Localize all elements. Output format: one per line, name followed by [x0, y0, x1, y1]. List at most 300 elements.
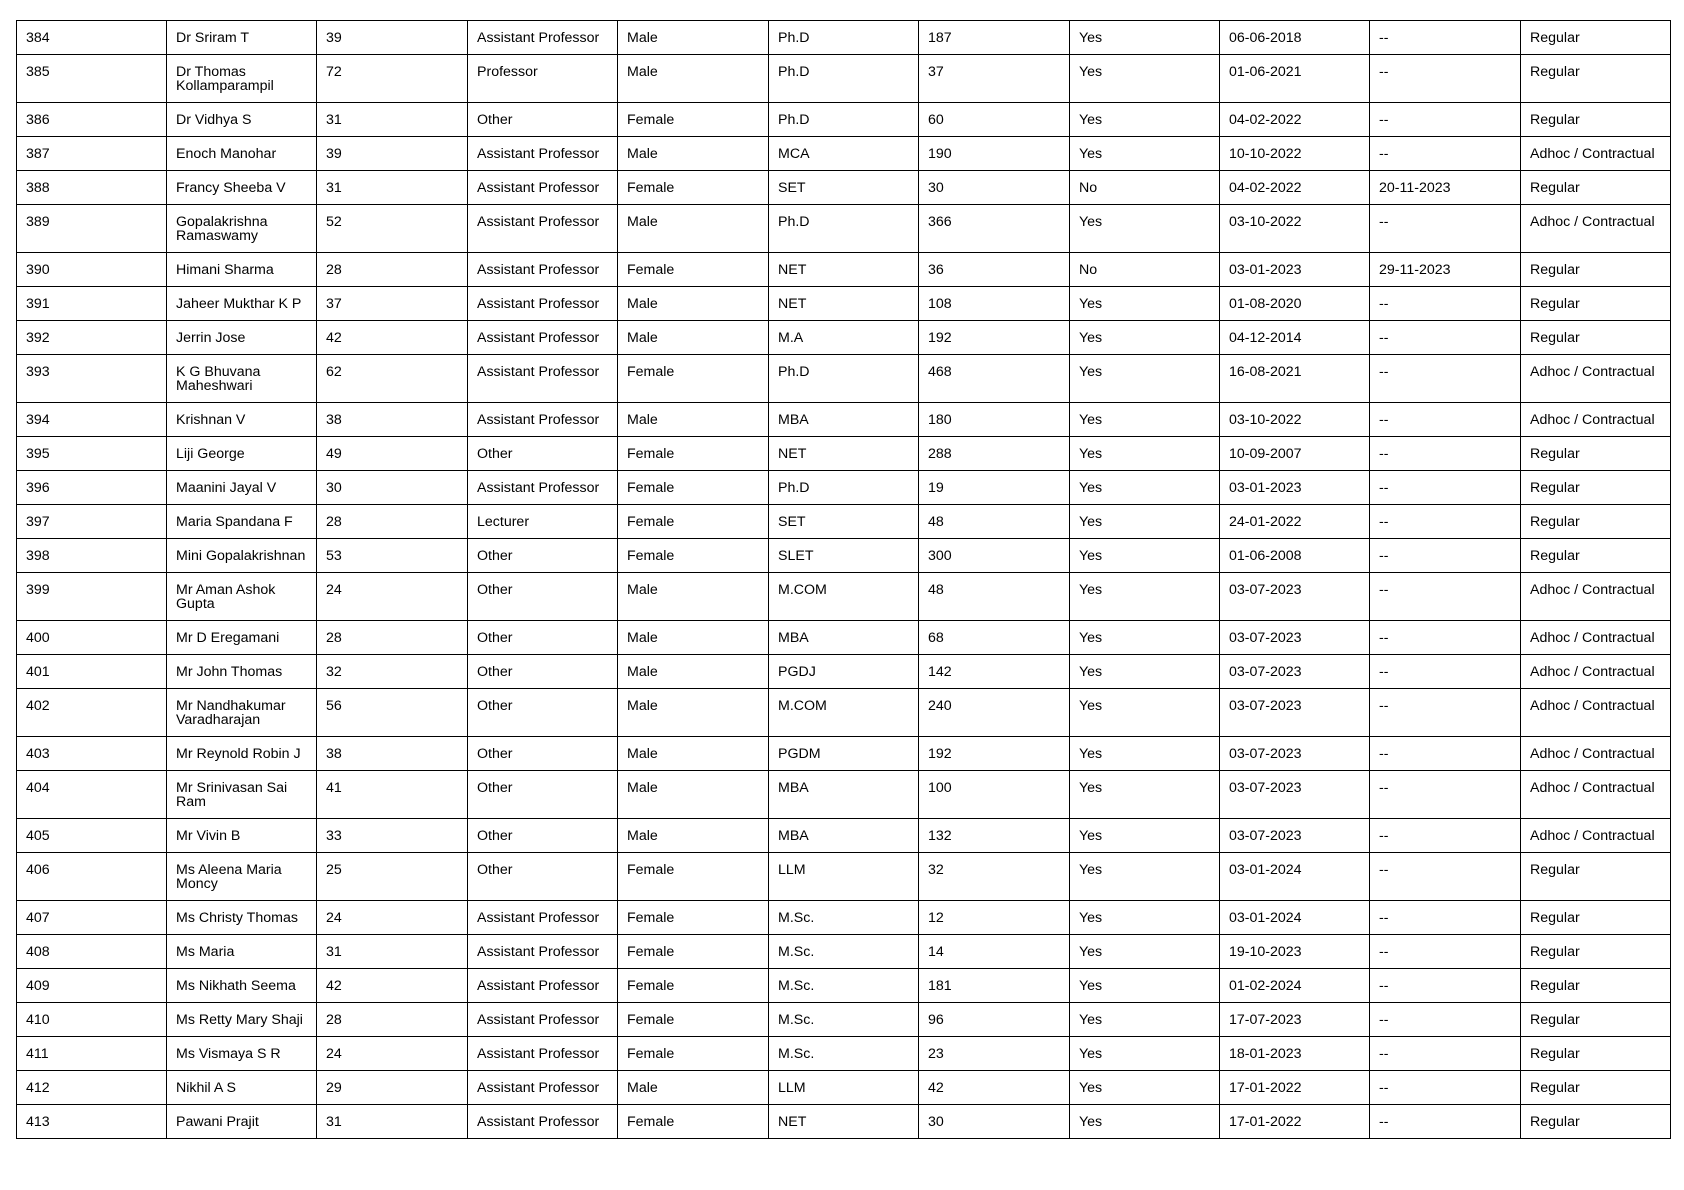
table-row [17, 321, 1671, 355]
qualification-cell: Ph.D [769, 21, 919, 55]
age-cell: 31 [317, 1105, 468, 1139]
leaving-date-cell: -- [1370, 737, 1521, 771]
gender-cell: Male [618, 287, 769, 321]
gender-cell: Female [618, 471, 769, 505]
age-cell: 32 [317, 655, 468, 689]
gender-cell: Male [618, 55, 769, 103]
nature-cell: Regular [1521, 321, 1671, 355]
status-cell: Yes [1070, 1037, 1220, 1071]
age-cell: 31 [317, 171, 468, 205]
table-row [17, 1003, 1671, 1037]
leaving-date-cell: -- [1370, 21, 1521, 55]
experience-cell: 300 [919, 539, 1070, 573]
joining-date-cell: 10-10-2022 [1220, 137, 1370, 171]
joining-date-cell: 01-02-2024 [1220, 969, 1370, 1003]
qualification-cell: M.Sc. [769, 1003, 919, 1037]
name-cell: Mr John Thomas [167, 655, 317, 689]
name-cell: Pawani Prajit [167, 1105, 317, 1139]
joining-date-cell: 01-06-2008 [1220, 539, 1370, 573]
joining-date-cell: 03-07-2023 [1220, 819, 1370, 853]
name-cell: Mr Srinivasan Sai Ram [167, 771, 317, 819]
nature-cell: Adhoc / Contractual [1521, 655, 1671, 689]
age-cell: 24 [317, 1037, 468, 1071]
joining-date-cell: 06-06-2018 [1220, 21, 1370, 55]
table-row [17, 1071, 1671, 1105]
leaving-date-cell: -- [1370, 437, 1521, 471]
experience-cell: 100 [919, 771, 1070, 819]
qualification-cell: Ph.D [769, 55, 919, 103]
serial-cell: 399 [17, 573, 167, 621]
age-cell: 53 [317, 539, 468, 573]
name-cell: Maanini Jayal V [167, 471, 317, 505]
qualification-cell: NET [769, 437, 919, 471]
nature-cell: Adhoc / Contractual [1521, 355, 1671, 403]
designation-cell: Assistant Professor [468, 287, 618, 321]
qualification-cell: M.COM [769, 689, 919, 737]
designation-cell: Assistant Professor [468, 1037, 618, 1071]
table-row [17, 901, 1671, 935]
serial-cell: 405 [17, 819, 167, 853]
nature-cell: Regular [1521, 437, 1671, 471]
experience-cell: 96 [919, 1003, 1070, 1037]
age-cell: 56 [317, 689, 468, 737]
experience-cell: 19 [919, 471, 1070, 505]
status-cell: Yes [1070, 137, 1220, 171]
experience-cell: 181 [919, 969, 1070, 1003]
gender-cell: Male [618, 137, 769, 171]
table-row [17, 737, 1671, 771]
gender-cell: Male [618, 205, 769, 253]
qualification-cell: MCA [769, 137, 919, 171]
age-cell: 42 [317, 969, 468, 1003]
table-row [17, 819, 1671, 853]
joining-date-cell: 03-01-2023 [1220, 253, 1370, 287]
leaving-date-cell: -- [1370, 655, 1521, 689]
name-cell: Ms Christy Thomas [167, 901, 317, 935]
age-cell: 31 [317, 103, 468, 137]
designation-cell: Other [468, 737, 618, 771]
serial-cell: 388 [17, 171, 167, 205]
experience-cell: 68 [919, 621, 1070, 655]
serial-cell: 389 [17, 205, 167, 253]
experience-cell: 240 [919, 689, 1070, 737]
nature-cell: Adhoc / Contractual [1521, 137, 1671, 171]
designation-cell: Assistant Professor [468, 321, 618, 355]
designation-cell: Assistant Professor [468, 969, 618, 1003]
leaving-date-cell: -- [1370, 1037, 1521, 1071]
status-cell: Yes [1070, 819, 1220, 853]
joining-date-cell: 03-01-2024 [1220, 853, 1370, 901]
gender-cell: Female [618, 103, 769, 137]
gender-cell: Male [618, 689, 769, 737]
nature-cell: Regular [1521, 853, 1671, 901]
status-cell: Yes [1070, 21, 1220, 55]
experience-cell: 192 [919, 737, 1070, 771]
status-cell: Yes [1070, 287, 1220, 321]
serial-cell: 386 [17, 103, 167, 137]
designation-cell: Assistant Professor [468, 21, 618, 55]
nature-cell: Adhoc / Contractual [1521, 819, 1671, 853]
nature-cell: Regular [1521, 287, 1671, 321]
qualification-cell: M.Sc. [769, 1037, 919, 1071]
nature-cell: Adhoc / Contractual [1521, 621, 1671, 655]
gender-cell: Female [618, 171, 769, 205]
age-cell: 41 [317, 771, 468, 819]
designation-cell: Assistant Professor [468, 1105, 618, 1139]
experience-cell: 14 [919, 935, 1070, 969]
qualification-cell: Ph.D [769, 103, 919, 137]
leaving-date-cell: -- [1370, 1071, 1521, 1105]
serial-cell: 396 [17, 471, 167, 505]
joining-date-cell: 03-10-2022 [1220, 403, 1370, 437]
nature-cell: Regular [1521, 935, 1671, 969]
name-cell: Mr D Eregamani [167, 621, 317, 655]
joining-date-cell: 10-09-2007 [1220, 437, 1370, 471]
serial-cell: 400 [17, 621, 167, 655]
age-cell: 39 [317, 137, 468, 171]
gender-cell: Female [618, 437, 769, 471]
experience-cell: 30 [919, 171, 1070, 205]
serial-cell: 394 [17, 403, 167, 437]
gender-cell: Female [618, 1003, 769, 1037]
leaving-date-cell: -- [1370, 355, 1521, 403]
joining-date-cell: 03-01-2024 [1220, 901, 1370, 935]
nature-cell: Regular [1521, 171, 1671, 205]
name-cell: Mr Vivin B [167, 819, 317, 853]
designation-cell: Other [468, 819, 618, 853]
joining-date-cell: 03-10-2022 [1220, 205, 1370, 253]
qualification-cell: MBA [769, 819, 919, 853]
age-cell: 42 [317, 321, 468, 355]
leaving-date-cell: -- [1370, 505, 1521, 539]
nature-cell: Regular [1521, 901, 1671, 935]
serial-cell: 390 [17, 253, 167, 287]
leaving-date-cell: -- [1370, 853, 1521, 901]
qualification-cell: MBA [769, 403, 919, 437]
status-cell: Yes [1070, 935, 1220, 969]
nature-cell: Regular [1521, 539, 1671, 573]
table-row [17, 655, 1671, 689]
status-cell: Yes [1070, 969, 1220, 1003]
experience-cell: 187 [919, 21, 1070, 55]
table-row [17, 437, 1671, 471]
status-cell: Yes [1070, 505, 1220, 539]
name-cell: Ms Vismaya S R [167, 1037, 317, 1071]
serial-cell: 391 [17, 287, 167, 321]
name-cell: Mini Gopalakrishnan [167, 539, 317, 573]
qualification-cell: Ph.D [769, 471, 919, 505]
serial-cell: 407 [17, 901, 167, 935]
serial-cell: 393 [17, 355, 167, 403]
joining-date-cell: 04-02-2022 [1220, 171, 1370, 205]
status-cell: Yes [1070, 853, 1220, 901]
designation-cell: Other [468, 573, 618, 621]
gender-cell: Female [618, 1037, 769, 1071]
joining-date-cell: 03-07-2023 [1220, 621, 1370, 655]
designation-cell: Assistant Professor [468, 1071, 618, 1105]
table-row [17, 539, 1671, 573]
leaving-date-cell: -- [1370, 287, 1521, 321]
leaving-date-cell: -- [1370, 901, 1521, 935]
status-cell: Yes [1070, 621, 1220, 655]
age-cell: 62 [317, 355, 468, 403]
status-cell: Yes [1070, 403, 1220, 437]
table-row [17, 137, 1671, 171]
gender-cell: Male [618, 21, 769, 55]
name-cell: Ms Nikhath Seema [167, 969, 317, 1003]
experience-cell: 366 [919, 205, 1070, 253]
serial-cell: 410 [17, 1003, 167, 1037]
nature-cell: Regular [1521, 253, 1671, 287]
status-cell: Yes [1070, 1105, 1220, 1139]
leaving-date-cell: -- [1370, 1003, 1521, 1037]
joining-date-cell: 01-06-2021 [1220, 55, 1370, 103]
designation-cell: Assistant Professor [468, 403, 618, 437]
name-cell: K G Bhuvana Maheshwari [167, 355, 317, 403]
name-cell: Ms Retty Mary Shaji [167, 1003, 317, 1037]
designation-cell: Other [468, 655, 618, 689]
table-row [17, 853, 1671, 901]
name-cell: Gopalakrishna Ramaswamy [167, 205, 317, 253]
name-cell: Jaheer Mukthar K P [167, 287, 317, 321]
joining-date-cell: 19-10-2023 [1220, 935, 1370, 969]
table-row [17, 21, 1671, 55]
nature-cell: Regular [1521, 1037, 1671, 1071]
nature-cell: Adhoc / Contractual [1521, 403, 1671, 437]
gender-cell: Male [618, 621, 769, 655]
faculty-table [16, 20, 1671, 1139]
status-cell: Yes [1070, 103, 1220, 137]
status-cell: Yes [1070, 689, 1220, 737]
status-cell: Yes [1070, 321, 1220, 355]
status-cell: Yes [1070, 437, 1220, 471]
name-cell: Ms Maria [167, 935, 317, 969]
gender-cell: Female [618, 853, 769, 901]
nature-cell: Regular [1521, 1105, 1671, 1139]
designation-cell: Other [468, 539, 618, 573]
gender-cell: Female [618, 969, 769, 1003]
table-row [17, 573, 1671, 621]
qualification-cell: NET [769, 253, 919, 287]
designation-cell: Assistant Professor [468, 171, 618, 205]
status-cell: No [1070, 253, 1220, 287]
joining-date-cell: 24-01-2022 [1220, 505, 1370, 539]
age-cell: 52 [317, 205, 468, 253]
age-cell: 28 [317, 1003, 468, 1037]
leaving-date-cell: 29-11-2023 [1370, 253, 1521, 287]
nature-cell: Adhoc / Contractual [1521, 573, 1671, 621]
designation-cell: Other [468, 621, 618, 655]
name-cell: Dr Thomas Kollamparampil [167, 55, 317, 103]
status-cell: Yes [1070, 573, 1220, 621]
experience-cell: 180 [919, 403, 1070, 437]
serial-cell: 398 [17, 539, 167, 573]
status-cell: Yes [1070, 471, 1220, 505]
name-cell: Jerrin Jose [167, 321, 317, 355]
nature-cell: Adhoc / Contractual [1521, 205, 1671, 253]
age-cell: 28 [317, 253, 468, 287]
age-cell: 31 [317, 935, 468, 969]
experience-cell: 30 [919, 1105, 1070, 1139]
qualification-cell: M.A [769, 321, 919, 355]
joining-date-cell: 17-07-2023 [1220, 1003, 1370, 1037]
table-row [17, 505, 1671, 539]
age-cell: 30 [317, 471, 468, 505]
leaving-date-cell: -- [1370, 471, 1521, 505]
name-cell: Mr Aman Ashok Gupta [167, 573, 317, 621]
name-cell: Francy Sheeba V [167, 171, 317, 205]
qualification-cell: M.COM [769, 573, 919, 621]
table-row [17, 621, 1671, 655]
serial-cell: 412 [17, 1071, 167, 1105]
gender-cell: Male [618, 655, 769, 689]
qualification-cell: Ph.D [769, 355, 919, 403]
gender-cell: Female [618, 935, 769, 969]
designation-cell: Assistant Professor [468, 253, 618, 287]
designation-cell: Other [468, 103, 618, 137]
gender-cell: Male [618, 737, 769, 771]
gender-cell: Female [618, 505, 769, 539]
experience-cell: 192 [919, 321, 1070, 355]
leaving-date-cell: -- [1370, 321, 1521, 355]
designation-cell: Assistant Professor [468, 901, 618, 935]
status-cell: Yes [1070, 737, 1220, 771]
nature-cell: Adhoc / Contractual [1521, 689, 1671, 737]
age-cell: 72 [317, 55, 468, 103]
serial-cell: 411 [17, 1037, 167, 1071]
table-row [17, 969, 1671, 1003]
age-cell: 25 [317, 853, 468, 901]
status-cell: No [1070, 171, 1220, 205]
qualification-cell: PGDJ [769, 655, 919, 689]
serial-cell: 408 [17, 935, 167, 969]
table-row [17, 253, 1671, 287]
name-cell: Ms Aleena Maria Moncy [167, 853, 317, 901]
name-cell: Krishnan V [167, 403, 317, 437]
leaving-date-cell: -- [1370, 689, 1521, 737]
qualification-cell: LLM [769, 1071, 919, 1105]
gender-cell: Female [618, 253, 769, 287]
joining-date-cell: 03-01-2023 [1220, 471, 1370, 505]
nature-cell: Adhoc / Contractual [1521, 771, 1671, 819]
qualification-cell: MBA [769, 621, 919, 655]
age-cell: 28 [317, 505, 468, 539]
age-cell: 49 [317, 437, 468, 471]
nature-cell: Regular [1521, 55, 1671, 103]
qualification-cell: SET [769, 171, 919, 205]
gender-cell: Female [618, 901, 769, 935]
joining-date-cell: 17-01-2022 [1220, 1071, 1370, 1105]
name-cell: Enoch Manohar [167, 137, 317, 171]
designation-cell: Other [468, 853, 618, 901]
experience-cell: 12 [919, 901, 1070, 935]
age-cell: 37 [317, 287, 468, 321]
table-row [17, 471, 1671, 505]
leaving-date-cell: -- [1370, 573, 1521, 621]
name-cell: Mr Reynold Robin J [167, 737, 317, 771]
status-cell: Yes [1070, 901, 1220, 935]
table-row [17, 205, 1671, 253]
nature-cell: Regular [1521, 505, 1671, 539]
table-row [17, 287, 1671, 321]
leaving-date-cell: -- [1370, 403, 1521, 437]
joining-date-cell: 18-01-2023 [1220, 1037, 1370, 1071]
age-cell: 29 [317, 1071, 468, 1105]
serial-cell: 384 [17, 21, 167, 55]
qualification-cell: M.Sc. [769, 935, 919, 969]
table-row [17, 55, 1671, 103]
gender-cell: Male [618, 771, 769, 819]
table-row [17, 935, 1671, 969]
name-cell: Dr Sriram T [167, 21, 317, 55]
table-row [17, 403, 1671, 437]
joining-date-cell: 17-01-2022 [1220, 1105, 1370, 1139]
age-cell: 24 [317, 573, 468, 621]
joining-date-cell: 03-07-2023 [1220, 655, 1370, 689]
nature-cell: Regular [1521, 1071, 1671, 1105]
qualification-cell: LLM [769, 853, 919, 901]
designation-cell: Other [468, 437, 618, 471]
experience-cell: 468 [919, 355, 1070, 403]
experience-cell: 132 [919, 819, 1070, 853]
designation-cell: Other [468, 689, 618, 737]
status-cell: Yes [1070, 205, 1220, 253]
serial-cell: 397 [17, 505, 167, 539]
table-body [17, 21, 1671, 1139]
qualification-cell: SET [769, 505, 919, 539]
experience-cell: 42 [919, 1071, 1070, 1105]
experience-cell: 142 [919, 655, 1070, 689]
joining-date-cell: 04-12-2014 [1220, 321, 1370, 355]
serial-cell: 387 [17, 137, 167, 171]
leaving-date-cell: -- [1370, 103, 1521, 137]
leaving-date-cell: -- [1370, 819, 1521, 853]
qualification-cell: MBA [769, 771, 919, 819]
table-row [17, 171, 1671, 205]
status-cell: Yes [1070, 1003, 1220, 1037]
experience-cell: 108 [919, 287, 1070, 321]
leaving-date-cell: -- [1370, 205, 1521, 253]
serial-cell: 406 [17, 853, 167, 901]
experience-cell: 32 [919, 853, 1070, 901]
serial-cell: 395 [17, 437, 167, 471]
nature-cell: Regular [1521, 969, 1671, 1003]
leaving-date-cell: -- [1370, 55, 1521, 103]
serial-cell: 392 [17, 321, 167, 355]
name-cell: Nikhil A S [167, 1071, 317, 1105]
qualification-cell: M.Sc. [769, 901, 919, 935]
gender-cell: Male [618, 819, 769, 853]
age-cell: 24 [317, 901, 468, 935]
designation-cell: Lecturer [468, 505, 618, 539]
qualification-cell: M.Sc. [769, 969, 919, 1003]
designation-cell: Assistant Professor [468, 205, 618, 253]
table-row [17, 1037, 1671, 1071]
joining-date-cell: 03-07-2023 [1220, 573, 1370, 621]
designation-cell: Assistant Professor [468, 1003, 618, 1037]
age-cell: 38 [317, 403, 468, 437]
serial-cell: 385 [17, 55, 167, 103]
gender-cell: Male [618, 321, 769, 355]
experience-cell: 48 [919, 505, 1070, 539]
age-cell: 33 [317, 819, 468, 853]
nature-cell: Regular [1521, 1003, 1671, 1037]
leaving-date-cell: -- [1370, 935, 1521, 969]
nature-cell: Regular [1521, 471, 1671, 505]
table-row [17, 103, 1671, 137]
experience-cell: 60 [919, 103, 1070, 137]
nature-cell: Adhoc / Contractual [1521, 737, 1671, 771]
